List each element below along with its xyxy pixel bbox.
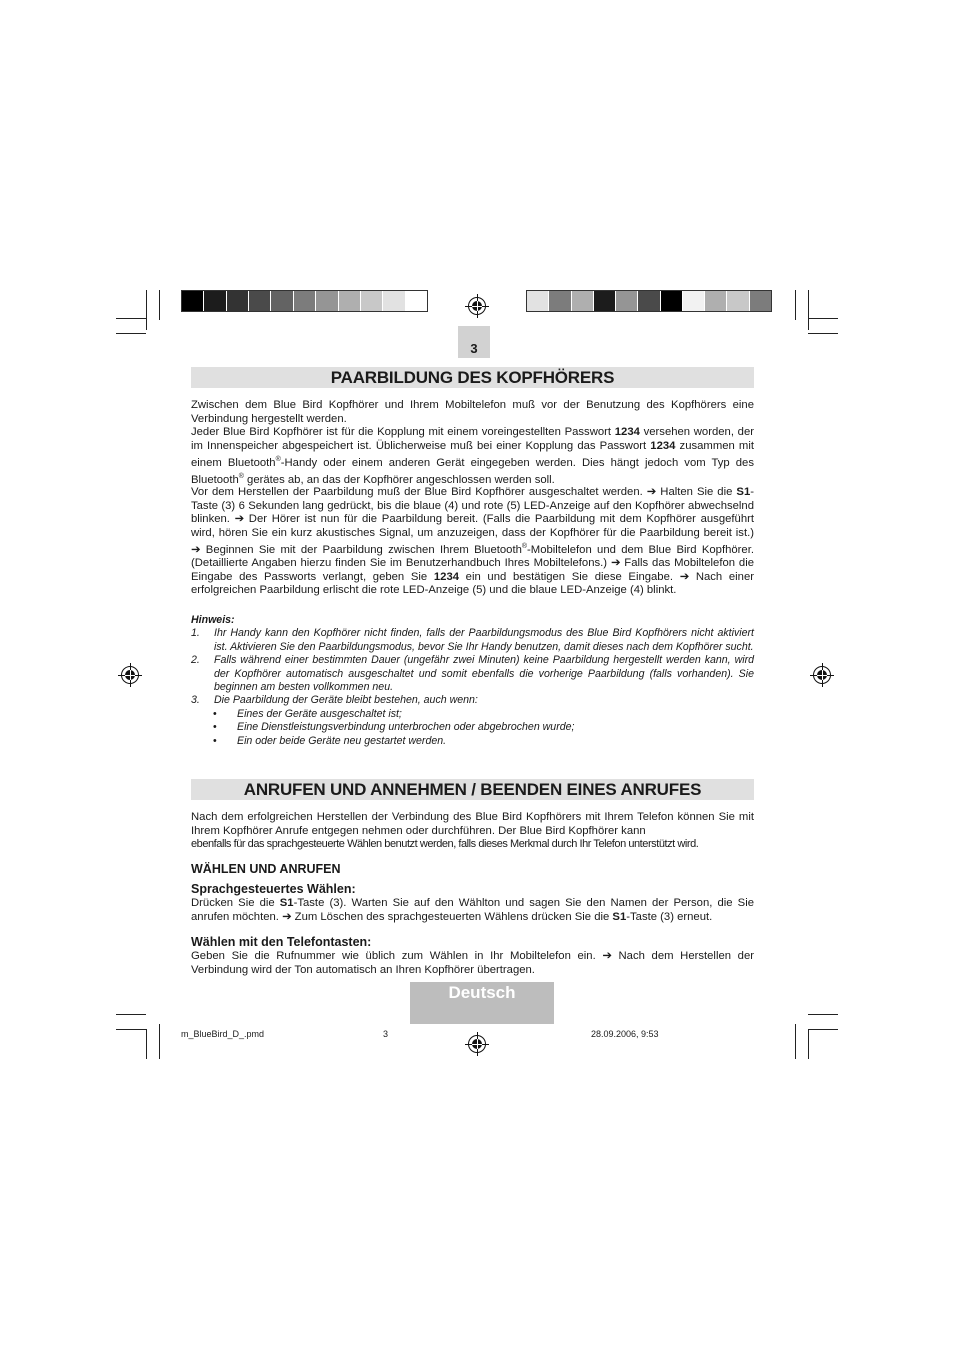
- color-bar-right: [526, 290, 772, 312]
- color-swatch: [638, 291, 660, 311]
- color-swatch: [616, 291, 638, 311]
- voice-dialing-text: Drücken Sie die S1-Taste (3). Warten Sie auf den Wählton und sagen Sie den Namen der Person, die Sie anrufen möchten. ➔ Zum Löschen des sprachgesteuerten Wählens drücken Sie die S1-Taste (3) erneut.: [191, 897, 754, 923]
- arrow-icon: ➔: [602, 950, 612, 962]
- color-swatch: [527, 291, 549, 311]
- hint-title: Hinweis:: [191, 614, 235, 626]
- pairing-paragraph-3: Vor dem Herstellen der Paarbildung muß der Blue Bird Kopfhörer ausgeschaltet werden. ➔ Halten Sie die S1-Taste (3) 6 Sekunden lang gedrückt, bis die blaue (4) und rote (5) LED-Anzeige auf den Kopfhörer abwechselnd blinken. ➔ Der Hörer ist nun für die Paarbildung bereit. (Falls die Paarbildung mit dem Kopfhörer ausgeführt wird, hören Sie ein kurz akustisches Signal, um anzuzeigen, dass der Kopfhörer für die Paarbildung bereit ist.) ➔ Beginnen Sie mit der Paarbildung zwischen Ihrem Bluetooth®-Mobiltelefon und dem Blue Bird Kopfhörer. (Detaillierte Angaben hierzu finden Sie im Benutzerhandbuch Ihres Mobiltelefons.) ➔ Falls das Mobiltelefon die Eingabe des Passworts verlangt, geben Sie 1234 ein und bestätigen Sie diese Eingabe. ➔ Nach einer erfolgreichen Paarbildung erlischt die rote LED-Anzeige (5) und die blaue LED-Anzeige (4) blinkt.: [191, 486, 755, 597]
- crop-mark: [795, 1024, 796, 1059]
- language-tab: Deutsch: [410, 982, 554, 1024]
- arrow-icon: ➔: [234, 513, 245, 525]
- hint-bullet: • Eines der Geräte ausgeschaltet ist;: [213, 707, 402, 720]
- heading-keypad-dialing: Wählen mit den Telefontasten:: [191, 935, 372, 949]
- hint-item: 1. Ihr Handy kann den Kopfhörer nicht finden, falls der Paarbildungsmodus des Blue Bird Kopfhörers nicht aktiviert ist. Aktivieren Sie den Paarbildungsmodus, bevor Sie Ihr Handy benutzen, damit dieses nach dem Kopfhörer sucht.: [191, 627, 754, 653]
- hint-item: 3. Die Paarbildung der Geräte bleibt bestehen, auch wenn:: [191, 694, 478, 707]
- color-swatch: [182, 291, 204, 311]
- crop-mark: [116, 318, 146, 319]
- crop-mark: [116, 1014, 146, 1015]
- color-swatch: [271, 291, 293, 311]
- color-swatch: [227, 291, 249, 311]
- registration-mark-icon: [118, 663, 142, 687]
- crop-mark: [146, 1029, 147, 1059]
- crop-mark: [116, 1029, 146, 1030]
- color-swatch: [361, 291, 383, 311]
- page-number: 3: [470, 341, 478, 356]
- calls-paragraph: Nach dem erfolgreichen Herstellen der Verbindung des Blue Bird Kopfhörers mit Ihrem Telefon können Sie mit Ihrem Kopfhörer Anrufe entgegen nehmen oder durchführen. Der Blue Bird Kopfhörer kann ebenfalls für das sprachgesteuerte Wählen benutzt werden, falls dieses Merkmal durch Ihr Telefon unterstützt wird.: [191, 811, 754, 850]
- crop-mark: [159, 290, 160, 320]
- color-swatch: [750, 291, 771, 311]
- registration-mark-icon: [810, 663, 834, 687]
- color-swatch: [727, 291, 749, 311]
- color-bar-left: [181, 290, 428, 312]
- color-swatch: [549, 291, 571, 311]
- color-swatch: [683, 291, 705, 311]
- color-swatch: [705, 291, 727, 311]
- crop-mark: [159, 1024, 160, 1059]
- crop-mark: [808, 290, 809, 330]
- arrow-icon: ➔: [282, 910, 292, 923]
- hint-item: 2. Falls während einer bestimmten Dauer (ungefähr zwei Minuten) keine Paarbildung hergestellt werden kann, wird der Kopfhörer automatisch ausgeschaltet und somit ebenfalls die vorherige Paarbildung (falls vorhanden). Sie beginnen am besten vollkommen neu.: [191, 654, 754, 694]
- section-title-calls: ANRUFEN UND ANNEHMEN / BEENDEN EINES ANRUFES: [191, 779, 754, 800]
- color-swatch: [294, 291, 316, 311]
- heading-dialing: WÄHLEN UND ANRUFEN: [191, 862, 341, 876]
- crop-mark: [808, 1029, 809, 1059]
- hint-block: [191, 614, 754, 748]
- crop-mark: [808, 333, 838, 334]
- color-swatch: [406, 291, 427, 311]
- color-swatch: [572, 291, 594, 311]
- crop-mark: [808, 1029, 838, 1030]
- color-swatch: [594, 291, 616, 311]
- color-swatch: [316, 291, 338, 311]
- crop-mark: [116, 333, 146, 334]
- pairing-paragraph-2: Jeder Blue Bird Kopfhörer ist für die Kopplung mit einem voreingestellten Passwort 1234 versehen worden, der im Innenspeicher abgespeichert ist. Üblicherweise muß bei einer Kopplung das Passwort 1234 zusammen mit einem Bluetooth®-Handy oder einem anderen Gerät eingegeben werden. Dies hängt jedoch vom Typ des Bluetooth® gerätes ab, an das der Kopfhörer angeschlossen werden soll.: [191, 426, 754, 487]
- crop-mark: [146, 290, 147, 330]
- heading-voice-dialing: Sprachgesteuertes Wählen:: [191, 882, 356, 896]
- hint-bullet: • Eine Dienstleistungsverbindung unterbrochen oder abgebrochen wurde;: [213, 721, 575, 734]
- color-swatch: [339, 291, 361, 311]
- registration-mark-icon: [465, 294, 489, 318]
- footer-filename: m_BlueBird_D_.pmd: [181, 1029, 265, 1039]
- arrow-icon: ➔: [191, 543, 201, 556]
- keypad-dialing-text: Geben Sie die Rufnummer wie üblich zum Wählen in Ihr Mobiltelefon ein. ➔ Nach dem Herstellen der Verbindung wird der Ton automatisch an Ihren Kopfhörer übertragen.: [191, 950, 755, 976]
- crop-mark: [808, 318, 838, 319]
- hint-bullet: • Ein oder beide Geräte neu gestartet werden.: [213, 734, 447, 747]
- color-swatch: [204, 291, 226, 311]
- footer-page: 3: [383, 1029, 389, 1039]
- registration-mark-icon: [465, 1032, 489, 1056]
- page-number-box: [458, 326, 490, 358]
- color-swatch: [383, 291, 405, 311]
- crop-mark: [795, 290, 796, 320]
- color-swatch: [249, 291, 271, 311]
- crop-mark: [808, 1014, 838, 1015]
- footer-date: 28.09.2006, 9:53: [591, 1029, 659, 1039]
- arrow-icon: ➔: [646, 486, 657, 498]
- color-swatch: [661, 291, 683, 311]
- arrow-icon: ➔: [610, 557, 621, 570]
- arrow-icon: ➔: [679, 570, 690, 583]
- pairing-paragraph-1: Zwischen dem Blue Bird Kopfhörer und Ihrem Mobiltelefon muß vor der Benutzung des Kopfhörers eine Verbindung hergestellt werden.: [191, 399, 754, 425]
- section-title-pairing: PAARBILDUNG DES KOPFHÖRERS: [191, 367, 754, 388]
